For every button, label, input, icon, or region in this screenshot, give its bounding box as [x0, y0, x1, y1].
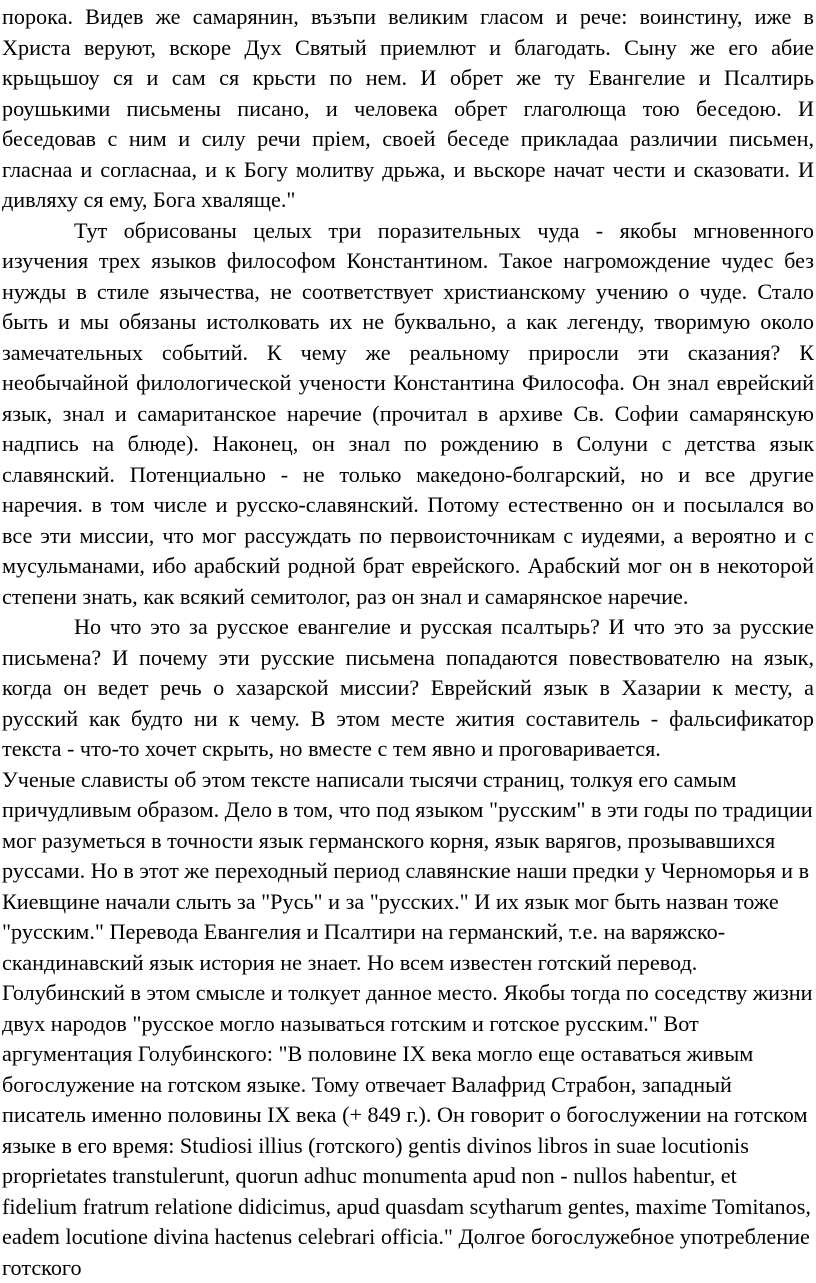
paragraph-3: Но что это за русское евангелие и русская псалтырь? И что это за русские письмена? И почему эти русские письмена попадаются повествователю на язык, когда он ведет речь о хазарской миссии? Еврейский язык в Хазарии к месту, а русский как будто ни к чему. В этом месте жития составитель - фальсификатор текста - что-то хочет скрыть, но вместе с тем явно и проговаривается. [2, 612, 814, 765]
paragraph-2: Тут обрисованы целых три поразительных чуда - якобы мгновенного изучения трех языков философом Константином. Такое нагромождение чудес без нужды в стиле язычества, не соответствует христианскому учению о чуде. Стало быть и мы обязаны истолковать их не буквально, а как легенду, творимую около замечательных событий. К чему же реальному приросли эти сказания? К необычайной филологической учености Константина Философа. Он знал еврейский язык, знал и самаританское наречие (прочитал в архиве Св. Софии самарянскую надпись на блюде). Наконец, он знал по рождению в Солуни с детства язык славянский. Потенциально - не только македоно-болгарский, но и все другие наречия. в том числе и русско-славянский. Потому естественно он и посылался во все эти миссии, что мог рассуждать по первоисточникам с иудеями, а вероятно и с мусульманами, ибо арабский родной брат еврейского. Арабский мог он в некоторой степени знать, как всякий семитолог, раз он знал и самарянское наречие. [2, 216, 814, 613]
paragraph-1: порока. Видев же самарянин, възъпи великим гласом и рече: воинстину, иже в Христа веруют, вскоре Дух Святый приемлют и благодать. Сыну же его абие крьщьшоу ся и сам ся крьсти по нем. И обрет же ту Евангелие и Псалтирь роушькими письмены писано, и человека обрет глаголюща тою беседою. И беседовав с ним и силу речи прiем, своей беседе прикладаа различии письмен, гласнаа и согласнаа, и к Богу молитву дрьжа, и вьскоре начат чести и сказовати. И дивляху ся ему, Бога хваляще." [2, 2, 814, 216]
paragraph-4: Ученые слависты об этом тексте написали тысячи страниц, толкуя его самым причудливым образом. Дело в том, что под языком "русским" в эти годы по традиции мог разуметься в точности язык германского корня, язык варягов, прозывавшихся руссами. Но в этот же переходный период славянские наши предки у Черноморья и в Киевщине начали слыть за "Русь" и за "русских." И их язык мог быть назван тоже "русским." Перевода Евангелия и Псалтири на германский, т.е. на варяжско-скандинавский язык история не знает. Но всем известен готский перевод. Голубинский в этом смысле и толкует данное место. Якобы тогда по соседству жизни двух народов "русское могло называться готским и готское русским." Вот аргументация Голубинского: "В половине IX века могло еще оставаться живым богослужение на готском языке. Тому отвечает Валафрид Страбон, западный писатель именно половины IX века (+ 849 г.). Он говорит о богослужении на готском языке в его время: Studiosi illius (готского) gentis divinos libros in suae locutionis proprietates transtulerunt, quorun adhuc monumenta apud non - nullos habentur, et fidelium fratrum relatione didicimus, apud quasdam scytharum gentes, maxime Tomitanos, eadem locutione divina hactenus celebrari officia." Долгое богослужебное употребление готского [2, 765, 814, 1283]
